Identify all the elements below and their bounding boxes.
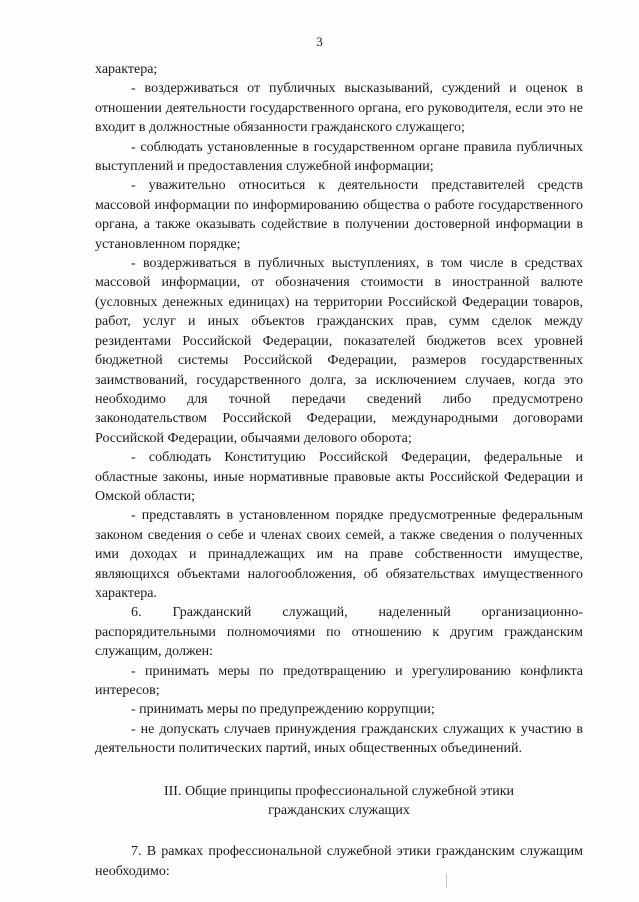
section-heading <box>95 782 583 821</box>
paragraph-income-declaration: - представлять в установленном порядке предусмотренные федеральным законом сведения о себе и членах своих семей, а также сведения о полученных ими доходах и принадлежащих им на праве собственности имуществе, являющихся объектами налогообложения, об обязательствах имущественного характера. <box>95 508 583 601</box>
paragraph-constitution: - соблюдать Конституцию Российской Федерации, федеральные и областные законы, иные нормативные правовые акты Российской Федерации и Омской области; <box>95 450 583 504</box>
paragraph-political-parties: - не допускать случаев принуждения гражданских служащих к участию в деятельности политических партий, иных общественных объединений. <box>95 721 583 757</box>
paragraph-mass-media: - уважительно относиться к деятельности представителей средств массовой информации по информированию общества о работе государственного органа, а также оказывать содействие в получении достоверной информации в установленном порядке; <box>95 178 583 252</box>
paragraph-public-statements: - воздерживаться от публичных высказываний, суждений и оценок в отношении деятельности государственного органа, его руководителя, если это не входит в должностные обязанности гражданского служащего; <box>95 81 583 136</box>
paragraph-continuation: характера; <box>95 62 158 77</box>
paragraph-foreign-currency: - воздерживаться в публичных выступлениях, в том числе в средствах массовой информации, от обозначения стоимости в иностранной валюте (условных денежных единицах) на территории Российской Федерации товаров, работ, услуг и иных объектов гражданских прав, сумм сделок между резидентами Российской Федерации, показателей бюджетов всех уровней бюджетной системы Российской Федерации, размеров государственных заимствований, государственного долга, за исключением случаев, когда это необходимо для точной передачи сведений либо предусмотрено законодательством Российской Федерации, международными договорами Российской Федерации, обычаями делового оборота; <box>95 256 583 446</box>
section-heading-line-2: гражданских служащих <box>268 803 410 819</box>
document-body <box>95 60 583 881</box>
paragraph-corruption: - принимать меры по предупреждению коррупции; <box>131 702 435 718</box>
paragraph-item-6: 6. Гражданский служащий, наделенный организационно-распорядительными полномочиями по отношению к другим гражданским служащим, должен: <box>95 605 583 660</box>
paragraph-item-7: 7. В рамках профессиональной служебной этики гражданским служащим необходимо: <box>95 844 583 879</box>
section-heading-line-1: III. Общие принципы профессиональной служебной этики <box>163 783 515 799</box>
paragraph-conflict-of-interest: - принимать меры по предотвращению и урегулированию конфликта интересов; <box>95 663 583 698</box>
scan-artifact <box>446 874 447 888</box>
page-number: 3 <box>316 34 323 49</box>
paragraph-public-speaking-rules: - соблюдать установленные в государственном органе правила публичных выступлений и предоставления служебной информации; <box>95 139 583 175</box>
